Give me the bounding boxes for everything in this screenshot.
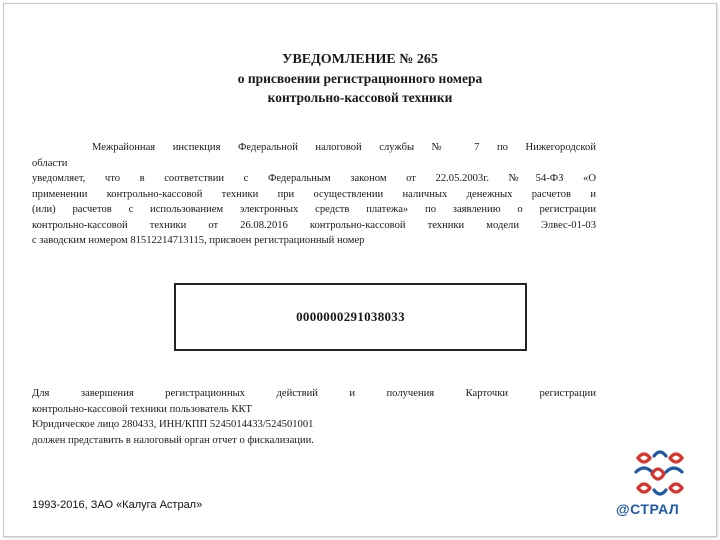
intro-line: применении контрольно-кассовой техники при осуществлении наличных денежных расчетов и [32, 188, 596, 200]
closing-line: Юридическое лицо 280433, ИНН/КПП 5245014433/524501001 [32, 419, 314, 430]
astral-ornament-icon [630, 448, 686, 498]
astral-logo-text: @СТРАЛ [616, 501, 680, 517]
intro-line: области [32, 157, 68, 169]
closing-line: Для завершения регистрационных действий и получения Карточки регистрации [32, 388, 596, 399]
closing-line: контрольно-кассовой техники пользователь ККТ [32, 403, 252, 415]
registration-number: 0000000291038033 [296, 309, 405, 324]
closing-paragraph [32, 386, 596, 448]
footer-copyright: 1993-2016, ЗАО «Калуга Астрал» [32, 499, 203, 511]
intro-line: с заводским номером 81512214713115, присвоен регистрационный номер [32, 235, 365, 246]
intro-line: (или) расчетов с использованием электронных средств платежа» по заявлению о регистрации [32, 204, 596, 215]
notice-subtitle-line1: о присвоении регистрационного номера [237, 71, 483, 86]
intro-line: уведомляет, что в соответствии с Федеральным законом от 22.05.2003г. №54-ФЗ «О [32, 173, 596, 184]
intro-paragraph [32, 140, 596, 249]
intro-line: контрольно-кассовой техники от 26.08.2016 контрольно-кассовой техники модели Элвес-01-03 [32, 219, 596, 231]
notice-title: УВЕДОМЛЕНИЕ № 265 [282, 52, 438, 67]
notice-subtitle-line2: контрольно-кассовой техники [267, 90, 453, 105]
registration-number-box [174, 283, 527, 351]
intro-line: Межрайонная инспекция Федеральной налоговой службы № 7 по Нижегородской [92, 142, 596, 153]
closing-line: должен представить в налоговый орган отчет о фискализации. [32, 434, 314, 446]
